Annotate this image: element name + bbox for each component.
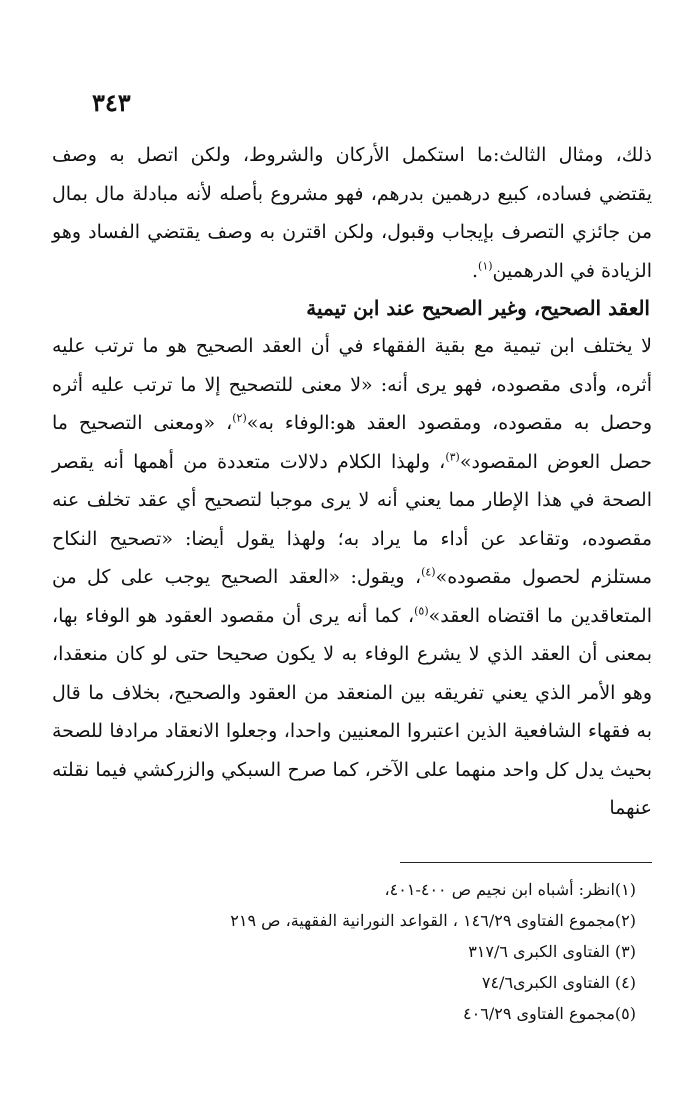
footnote-ref-4[interactable]: (٤) (421, 565, 436, 579)
paragraph-2 (52, 327, 652, 828)
paragraph-1-text: ذلك، ومثال الثالث:ما استكمل الأركان والشروط، ولكن اتصل به وصف يقتضي فساده، كبيع درهمين بدرهم، فهو مشروع بأصله لأنه مبادلة مال بمال من جائزي التصرف بإيجاب وقبول، ولكن اقترن به وصف يقتضي الفساد وهو الزيادة في الدرهمين (52, 144, 652, 282)
paragraph-1 (52, 136, 652, 290)
footnotes-list (76, 874, 636, 1029)
footnote-item: (٥)مجموع الفتاوى ٤٠٦/٢٩ (463, 1004, 636, 1023)
footnote-ref-2[interactable]: (٢) (232, 411, 247, 425)
footnote-divider (400, 862, 652, 863)
page-number: ٣٤٣ (92, 88, 131, 117)
paragraph-2-segment: لا يختلف ابن تيمية مع بقية الفقهاء في أن العقد الصحيح هو ما ترتب عليه أثره، وأدى مقصوده، فهو يرى أنه: «لا معنى للتصحيح إلا ما ترتب عليه أثره وحصل به مقصوده، ومقصود العقد هو:الوفاء به» (52, 335, 652, 434)
footnote-ref-3[interactable]: (٣) (445, 450, 460, 464)
paragraph-2-segment: ، ولهذا الكلام دلالات متعددة من أهمها أنه يقصر الصحة في هذا الإطار مما يعني أنه لا يرى موجبا لتصحيح أي عقد تخلف عنه مقصوده، وتقاعد عن أداء ما يراد به؛ ولهذا يقول أيضا: «تصحيح النكاح مستلزم لحصول مقصوده» (52, 450, 652, 588)
footnote-ref-1[interactable]: (١) (478, 259, 493, 273)
paragraph-1-end: . (471, 259, 479, 282)
paragraph-2-segment: ، «ومعنى التصحيح ما حصل العوض المقصود» (52, 412, 652, 473)
footnote-item: (٣) الفتاوى الكبرى ٣١٧/٦ (468, 942, 636, 961)
footnote-ref-5[interactable]: (٥) (414, 604, 429, 618)
footnote-item: (٤) الفتاوى الكبرى٧٤/٦ (481, 973, 636, 992)
footnote-item: (١)انظر: أشباه ابن نجيم ص ٤٠٠-٤٠١، (384, 880, 636, 899)
section-heading: العقد الصحيح، وغير الصحيح عند ابن تيمية (306, 296, 650, 320)
paragraph-2-segment: ، كما أنه يرى أن مقصود العقود هو الوفاء بها، بمعنى أن العقد الذي لا يشرع الوفاء به لا يكون صحيحا حتى لو كان منعقدا، وهو الأمر الذي يعني تفريقه بين المنعقد من العقود والصحيح، بخلاف ما قال به فقهاء الشافعية الذين اعتبروا المعنيين واحدا، وجعلوا الانعقاد مرادفا للصحة بحيث يدل كل واحد منهما على الآخر، كما صرح السبكي والزركشي فيما نقلته عنهما (52, 604, 652, 819)
paragraph-2-segment: ، ويقول: «العقد الصحيح يوجب على كل من المتعاقدين ما اقتضاه العقد» (52, 566, 652, 627)
footnote-item: (٢)مجموع الفتاوى ١٤٦/٢٩ ، القواعد النورانية الفقهية، ص ٢١٩ (230, 911, 636, 930)
